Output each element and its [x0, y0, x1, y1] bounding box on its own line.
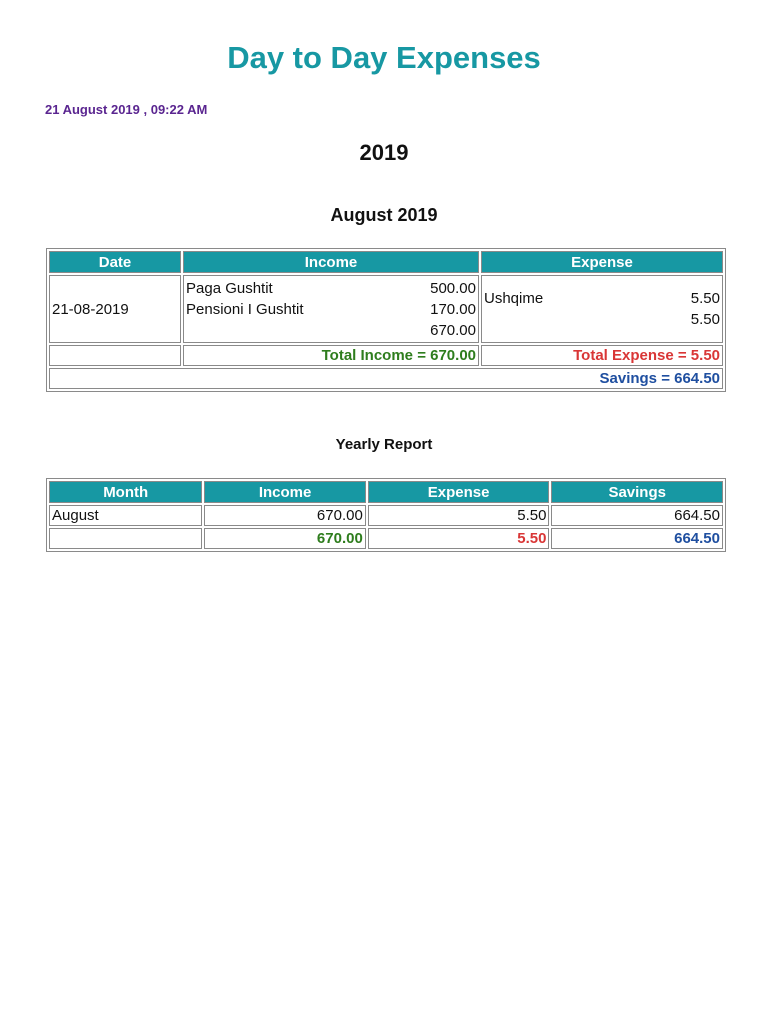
- income-entry: [186, 278, 476, 299]
- income-cell: 670.00: [204, 505, 365, 526]
- expense-cell: [481, 275, 723, 343]
- total-expense: Total Expense = 5.50: [481, 345, 723, 366]
- monthly-table: [46, 248, 726, 392]
- savings-cell: 664.50: [551, 505, 723, 526]
- entry-date: 21-08-2019: [49, 275, 181, 343]
- expense-subtotal-amount: 5.50: [690, 311, 720, 328]
- column-header-expense: Expense: [368, 481, 550, 503]
- page-title: Day to Day Expenses: [227, 40, 541, 75]
- yearly-total-income: 670.00: [204, 528, 365, 549]
- column-header-income: Income: [204, 481, 365, 503]
- yearly-header-row: [49, 481, 723, 503]
- income-label: Paga Gushtit: [186, 279, 273, 297]
- empty-cell: [49, 345, 181, 366]
- yearly-total-expense: 5.50: [368, 528, 550, 549]
- expense-subtotal: [484, 309, 720, 330]
- income-entry: [186, 299, 476, 320]
- expense-amount: 5.50: [690, 290, 720, 307]
- month-heading: August 2019: [330, 205, 438, 225]
- monthly-header-row: [49, 251, 723, 273]
- empty-cell: [49, 528, 202, 549]
- column-header-expense: Expense: [481, 251, 723, 273]
- column-header-month: Month: [49, 481, 202, 503]
- expense-label: Ushqime: [484, 290, 544, 307]
- expense-cell: 5.50: [368, 505, 550, 526]
- yearly-table: [46, 478, 726, 552]
- yearly-totals-row: [49, 528, 723, 549]
- yearly-report-heading: Yearly Report: [335, 436, 433, 453]
- column-header-date: Date: [49, 251, 181, 273]
- income-amount: 500.00: [430, 279, 476, 297]
- report-timestamp: 21 August 2019 , 09:22 AM: [45, 102, 208, 117]
- total-income: Total Income = 670.00: [183, 345, 479, 366]
- column-header-income: Income: [183, 251, 479, 273]
- table-row: [49, 505, 723, 526]
- totals-row: [49, 345, 723, 366]
- savings-row: [49, 368, 723, 389]
- savings-total: Savings = 664.50: [49, 368, 723, 389]
- month-cell: August: [49, 505, 202, 526]
- income-cell: [183, 275, 479, 343]
- table-row: [49, 275, 723, 343]
- year-heading: 2019: [359, 140, 409, 165]
- income-label: Pensioni I Gushtit: [186, 300, 304, 318]
- yearly-total-savings: 664.50: [551, 528, 723, 549]
- income-subtotal-amount: 670.00: [430, 321, 476, 339]
- expense-entry: [484, 288, 720, 309]
- income-amount: 170.00: [430, 300, 476, 318]
- column-header-savings: Savings: [551, 481, 723, 503]
- income-subtotal: [186, 320, 476, 341]
